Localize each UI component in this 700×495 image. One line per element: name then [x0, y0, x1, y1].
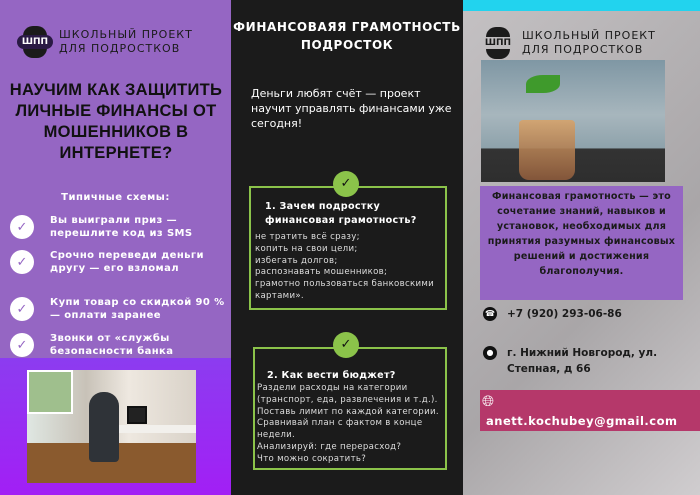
logo-line1: ШКОЛЬНЫЙ ПРОЕКТ: [59, 28, 193, 41]
check-icon: ✓: [333, 171, 359, 197]
check-icon: ✓: [10, 333, 34, 357]
scheme-text: Купи товар со скидкой 90 % — оплати заранее: [50, 297, 225, 321]
address-text: г. Нижний Новгород, ул. Степная, д 66: [507, 347, 658, 375]
phone-icon: ☎: [483, 307, 497, 321]
box1-line: грамотно пользоваться банковскими картами».: [255, 279, 435, 301]
box2-line: Что можно сократить?: [257, 453, 367, 464]
definition-box: Финансовая грамотность — это сочетание знаний, навыков и установок, необходимых для принятия разумных финансовых решений и достижения благополучия.: [480, 186, 683, 300]
address-contact: [483, 345, 683, 377]
info-box-1: [249, 186, 447, 310]
scheme-item: [10, 296, 230, 322]
box2-line: Сравнивай план с фактом в конце недели.: [257, 418, 423, 441]
phone-number[interactable]: +7 (920) 293-06-86: [507, 308, 622, 320]
middle-title: ФИНАНСОВАЯЯ ГРАМОТНОСТЬ ПОДРОСТОК: [233, 20, 461, 52]
box2-line: Раздели расходы на категории (транспорт, еда, развлечения и т.д.).: [257, 383, 438, 405]
info-box-2: [253, 347, 447, 470]
scheme-item: [10, 332, 230, 358]
box2-title: 2. Как вести бюджет?: [267, 370, 396, 381]
check-icon: ✓: [10, 250, 34, 274]
globe-logo-icon: [480, 27, 516, 59]
email-link[interactable]: anett.kochubey@gmail.com: [486, 414, 678, 428]
scheme-text: Вы выиграли приз — перешлите код из SMS: [50, 215, 193, 239]
top-accent-bar: [463, 0, 700, 11]
scheme-text: Срочно переведи деньги другу — его взломал: [50, 250, 204, 274]
globe-logo-icon: [17, 26, 53, 58]
scheme-item: [10, 214, 230, 240]
phone-contact: [483, 306, 622, 322]
coins-jar-plant-photo: [481, 60, 665, 182]
middle-intro: Деньги любят счёт — проект научит управлять финансами уже сегодня!: [251, 87, 452, 130]
box1-line: не тратить всё сразу;: [255, 232, 360, 242]
logo-text: [522, 29, 656, 57]
logo-text: [59, 28, 193, 56]
box1-line: избегать долгов;: [255, 255, 338, 266]
logo-line2: ДЛЯ ПОДРОСТКОВ: [59, 42, 181, 55]
scheme-text: Звонки от «службы безопасности банка: [50, 333, 174, 357]
headline: НАУЧИМ КАК ЗАЩИТИТЬ ЛИЧНЫЕ ФИНАНСЫ ОТ МОШЕННИКОВ В ИНТЕРНЕТЕ?: [9, 81, 223, 162]
box1-title: 1. Зачем подростку финансовая грамотность?: [265, 201, 417, 226]
logo: [17, 26, 193, 58]
box1-line: распознавать мошенников;: [255, 267, 388, 278]
schemes-title: Типичные схемы:: [61, 192, 170, 203]
box2-line: Поставь лимит по каждой категории.: [257, 406, 439, 417]
logo-line1: ШКОЛЬНЫЙ ПРОЕКТ: [522, 29, 656, 42]
teen-at-desk-photo: [27, 370, 196, 483]
logo-badge: ШПП: [17, 35, 53, 49]
logo: [480, 27, 656, 59]
box2-line: Анализируй: где перерасход?: [257, 441, 402, 452]
scheme-item: [10, 249, 230, 275]
logo-badge: ШПП: [484, 38, 512, 48]
check-icon: ✓: [333, 332, 359, 358]
check-icon: ✓: [10, 215, 34, 239]
location-pin-icon: ●: [483, 346, 497, 360]
box1-line: копить на свои цели;: [255, 243, 358, 254]
globe-cursor-icon: 🌐︎: [482, 392, 495, 410]
logo-line2: ДЛЯ ПОДРОСТКОВ: [522, 43, 644, 56]
check-icon: ✓: [10, 297, 34, 321]
